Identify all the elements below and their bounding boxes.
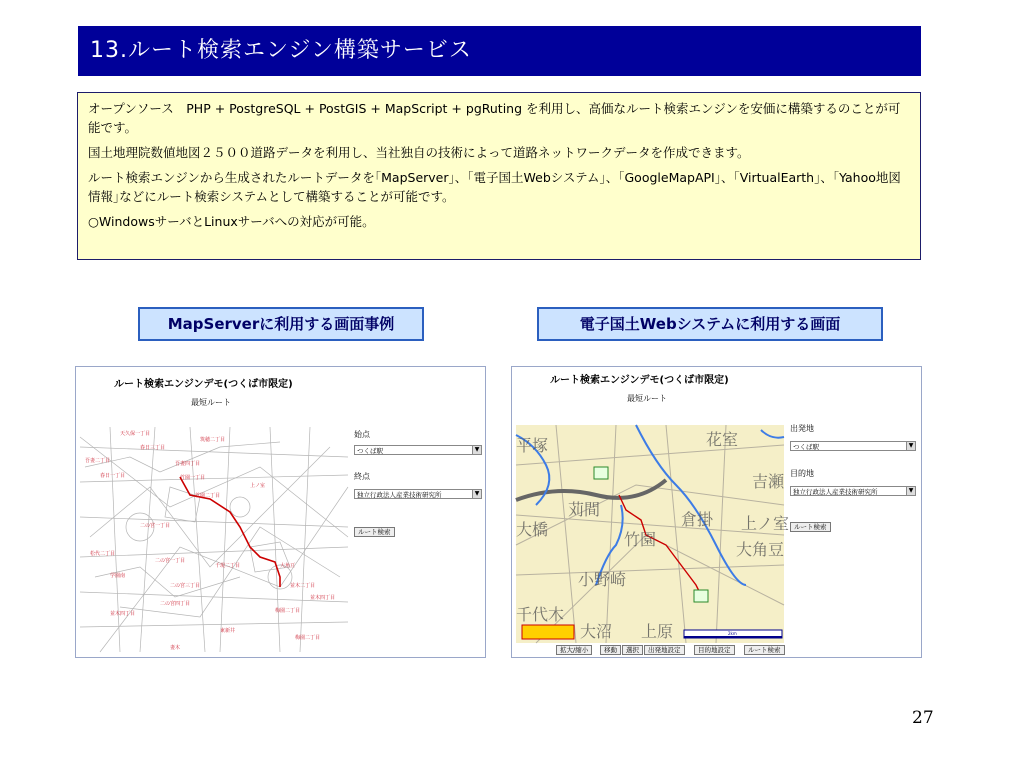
svg-text:二の宮一丁目: 二の宮一丁目	[155, 558, 186, 564]
logo-badge	[522, 625, 574, 639]
railway-line	[516, 480, 666, 500]
map-label: 大角豆	[736, 540, 785, 559]
svg-text:上ノ室: 上ノ室	[250, 483, 266, 489]
demo-subtitle: 最短ルート	[191, 398, 231, 407]
end-select-value: 独立行政法人産業技術研究所	[357, 491, 442, 499]
denshi-kokudo-caption: 電子国土Webシステムに利用する画面	[537, 307, 883, 341]
street-map-graphic	[80, 427, 348, 652]
svg-text:並木四丁目: 並木四丁目	[310, 595, 336, 601]
description-box	[77, 92, 921, 260]
street-map[interactable]	[80, 427, 348, 652]
svg-text:松代二丁目: 松代二丁目	[90, 551, 116, 557]
toolbar-route-search-button[interactable]: ルート検索	[744, 645, 785, 655]
svg-text:竹園二丁目: 竹園二丁目	[195, 493, 221, 499]
map-label: 平塚	[516, 436, 549, 455]
map-label: 上原	[641, 622, 674, 641]
route-search-button[interactable]: ルート検索	[790, 522, 831, 532]
goal-marker-icon	[694, 590, 708, 602]
start-label: 出発地	[790, 424, 814, 433]
start-select[interactable]	[354, 445, 482, 455]
mapserver-screenshot	[75, 366, 486, 658]
scale-bar-label: 2km	[728, 631, 737, 636]
scale-bar-fill	[684, 636, 782, 638]
start-select-value: つくば駅	[357, 447, 383, 455]
svg-text:吾妻四丁目: 吾妻四丁目	[175, 461, 201, 467]
paragraph-2: 国土地理院数値地図２５００道路データを利用し、当社独自の技術によって道路ネットワークデータを作成できます。	[88, 145, 750, 160]
map-label: 大沼	[580, 622, 613, 641]
slide-title: 13.ルート検索エンジン構築サービス	[78, 26, 921, 76]
map-label: 倉掛	[681, 510, 714, 529]
set-start-button[interactable]: 出発地設定	[644, 645, 685, 655]
start-label: 始点	[354, 430, 370, 439]
map-label: 苅間	[568, 500, 601, 519]
svg-text:吾妻二丁目: 吾妻二丁目	[85, 458, 111, 464]
route-search-button[interactable]: ルート検索	[354, 527, 395, 537]
svg-text:春日三丁目: 春日三丁目	[140, 445, 166, 451]
start-select-value: つくば駅	[793, 443, 819, 451]
map-label: 吉瀬	[752, 472, 785, 491]
chevron-down-icon: ▼	[906, 487, 915, 495]
denshi-kokudo-screenshot	[511, 366, 922, 658]
start-select[interactable]	[790, 441, 916, 451]
svg-text:学園南: 学園南	[110, 573, 126, 579]
end-select[interactable]	[790, 486, 916, 496]
end-select[interactable]	[354, 489, 482, 499]
end-select-value: 独立行政法人産業技術研究所	[793, 488, 878, 496]
select-button[interactable]: 選択	[622, 645, 643, 655]
start-marker-icon	[594, 467, 608, 479]
demo-title: ルート検索エンジンデモ(つくば市限定)	[550, 375, 729, 386]
paragraph-4: ○WindowsサーバとLinuxサーバへの対応が可能。	[88, 214, 375, 229]
zoom-button[interactable]: 拡大/縮小	[556, 645, 592, 655]
svg-text:筑穂二丁目: 筑穂二丁目	[200, 437, 226, 443]
demo-subtitle: 最短ルート	[627, 394, 667, 403]
end-label: 目的地	[790, 469, 814, 478]
svg-text:二の宮四丁目: 二の宮四丁目	[160, 601, 191, 607]
map-label: 竹園	[624, 530, 657, 549]
demo-title: ルート検索エンジンデモ(つくば市限定)	[114, 379, 293, 390]
end-label: 終点	[354, 472, 370, 481]
mapserver-caption: MapServerに利用する画面事例	[138, 307, 424, 341]
topo-map[interactable]	[516, 425, 790, 643]
svg-text:梅園二丁目: 梅園二丁目	[295, 635, 321, 641]
topo-map-graphic	[516, 425, 790, 643]
map-label: 大橋	[516, 520, 549, 539]
map-label: 千代木	[516, 605, 565, 624]
svg-text:大角豆: 大角豆	[280, 563, 296, 569]
svg-text:天久保一丁目: 天久保一丁目	[120, 431, 151, 437]
svg-text:梅園二丁目: 梅園二丁目	[275, 608, 301, 614]
svg-text:二の宮三丁目: 二の宮三丁目	[170, 583, 201, 589]
svg-text:妻木: 妻木	[170, 645, 181, 651]
svg-text:春日一丁目: 春日一丁目	[100, 473, 126, 479]
map-label: 上ノ室	[741, 514, 790, 533]
page-number: 27	[912, 708, 934, 728]
svg-text:二の宮一丁目: 二の宮一丁目	[140, 523, 171, 529]
paragraph-1: オープンソース PHP + PostgreSQL + PostGIS + MapScript + pgRuting を利用し、高価なルート検索エンジンを安価に構築するのことが可能です。	[88, 101, 901, 135]
map-label: 小野崎	[578, 570, 627, 589]
set-goal-button[interactable]: 目的地設定	[694, 645, 735, 655]
move-button[interactable]: 移動	[600, 645, 621, 655]
svg-text:東新井: 東新井	[220, 628, 236, 634]
chevron-down-icon: ▼	[472, 490, 481, 498]
map-label: 花室	[706, 430, 739, 449]
svg-text:並木二丁目: 並木二丁目	[290, 583, 316, 589]
river-line	[761, 430, 784, 438]
svg-text:竹園一丁目: 竹園一丁目	[180, 475, 206, 481]
paragraph-3: ルート検索エンジンから生成されたルートデータを｢MapServer｣、｢電子国土Webシステム｣、｢GoogleMapAPI｣、｢VirtualEarth｣、｢Yahoo地図情報｣などにルート検索システムとして構築することが可能です。	[88, 170, 901, 204]
svg-text:千現二丁目: 千現二丁目	[215, 563, 241, 569]
chevron-down-icon: ▼	[906, 442, 915, 450]
svg-text:並木四丁目: 並木四丁目	[110, 611, 136, 617]
chevron-down-icon: ▼	[472, 446, 481, 454]
